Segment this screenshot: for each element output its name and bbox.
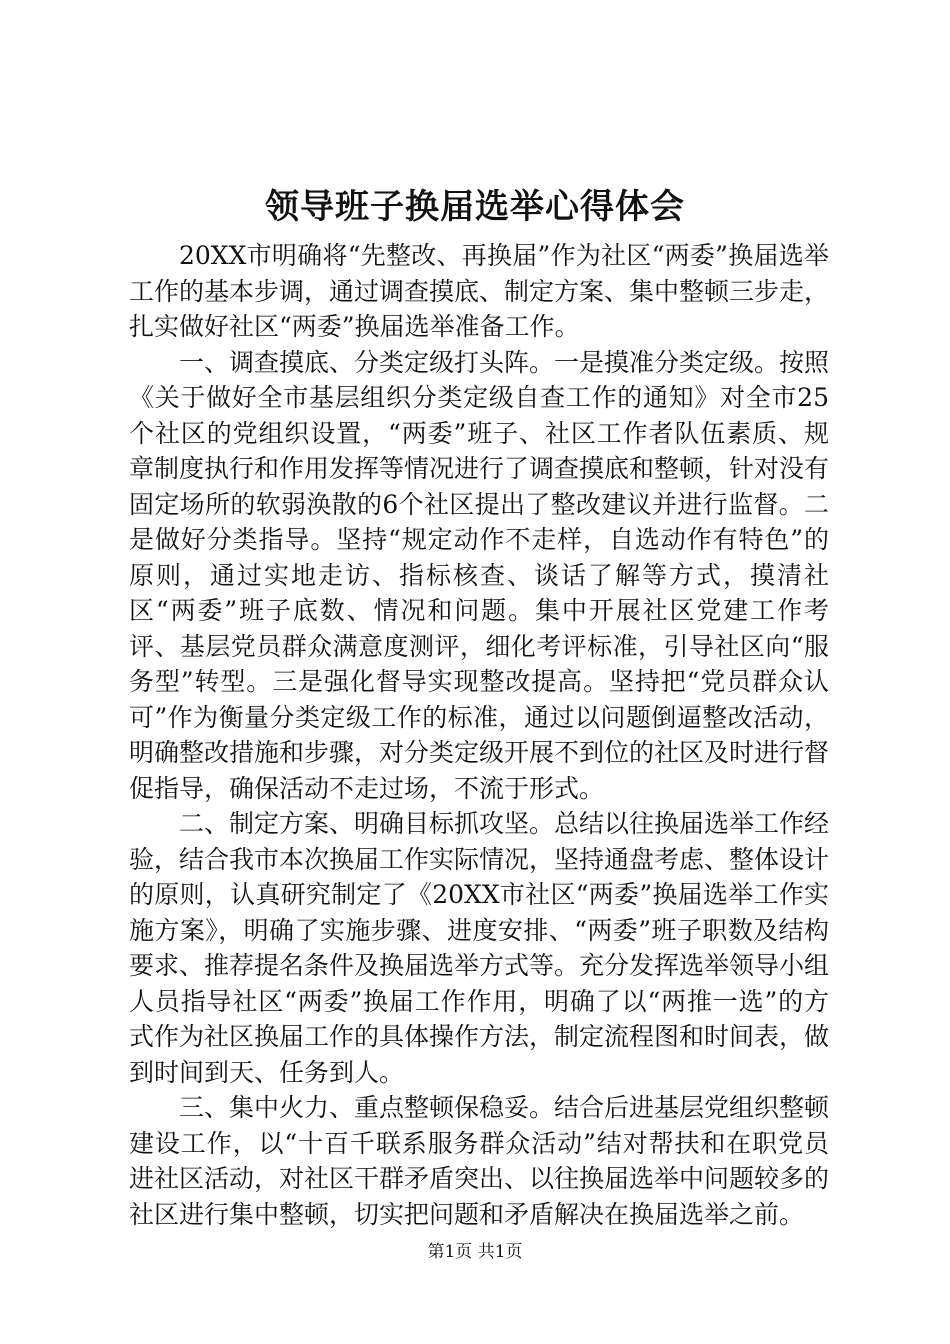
paragraph-section-1: 一、调查摸底、分类定级打头阵。一是摸准分类定级。按照《关于做好全市基层组织分类定级自查工作的通知》对全市25个社区的党组织设置，“两委”班子、社区工作者队伍素质、规章制度执行和作用发挥等情况进行了调查摸底和整顿，针对没有固定场所的软弱涣散的6个社区提出了整改建议并进行监督。二是做好分类指导。坚持“规定动作不走样，自选动作有特色”的原则，通过实地走访、指标核查、谈话了解等方式，摸清社区“两委”班子底数、情况和问题。集中开展社区党建工作考评、基层党员群众满意度测评，细化考评标准，引导社区向“服务型”转型。三是强化督导实现整改提高。坚持把“党员群众认可”作为衡量分类定级工作的标准，通过以问题倒逼整改活动，明确整改措施和步骤，对分类定级开展不到位的社区及时进行督促指导，确保活动不走过场，不流于形式。 <box>129 347 830 803</box>
document-body <box>129 238 829 1232</box>
document-title: 领导班子换届选举心得体会 <box>265 187 685 227</box>
paragraph-section-2: 二、制定方案、明确目标抓攻坚。总结以往换届选举工作经验，结合我市本次换届工作实际情况，坚持通盘考虑、整体设计的原则，认真研究制定了《20XX市社区“两委”换届选举工作实施方案》，明确了实施步骤、进度安排、“两委”班子职数及结构要求、推荐提名条件及换届选举方式等。充分发挥选举领导小组人员指导社区“两委”换届工作作用，明确了以“两推一选”的方式作为社区换届工作的具体操作方法，制定流程图和时间表，做到时间到天、任务到人。 <box>129 809 830 1087</box>
page-footer: 第1页 共1页 <box>427 1242 523 1262</box>
paragraph-intro: 20XX市明确将“先整改、再换届”作为社区“两委”换届选举工作的基本步调，通过调查摸底、制定方案、集中整顿三步走，扎实做好社区“两委”换届选举准备工作。 <box>129 241 830 341</box>
paragraph-section-3: 三、集中火力、重点整顿保稳妥。结合后进基层党组织整顿建设工作，以“十百千联系服务群众活动”结对帮扶和在职党员进社区活动，对社区干群矛盾突出、以往换届选举中问题较多的社区进行集中整顿，切实把问题和矛盾解决在换届选举之前。 <box>129 1093 830 1229</box>
